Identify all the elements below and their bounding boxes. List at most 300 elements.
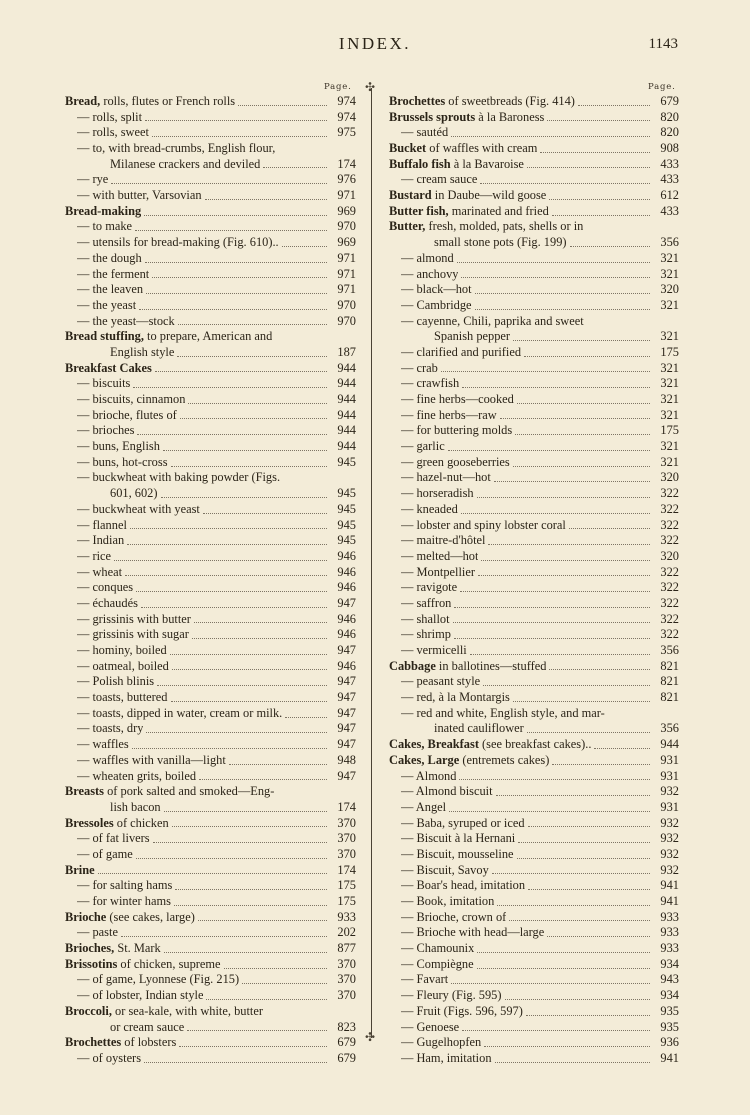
leader-dots xyxy=(136,857,327,859)
entry-description: — for salting hams xyxy=(77,878,173,893)
page-reference: 322 xyxy=(660,564,679,579)
entry-heading: Brissotins xyxy=(65,956,118,971)
leader-dots xyxy=(171,465,327,467)
index-entry xyxy=(65,361,356,377)
leader-dots xyxy=(203,512,327,514)
index-entry xyxy=(389,282,679,298)
leader-dots xyxy=(454,606,650,608)
page-reference: 947 xyxy=(337,643,356,658)
entry-description: — Favart xyxy=(401,972,449,987)
index-entry xyxy=(389,455,679,471)
entry-description: — the leaven xyxy=(77,282,144,297)
leader-dots xyxy=(475,308,650,310)
leader-dots xyxy=(224,967,327,969)
entry-text xyxy=(401,816,525,832)
page-reference: 934 xyxy=(660,956,679,971)
entry-text xyxy=(77,125,149,141)
index-entry xyxy=(389,957,679,973)
leader-dots xyxy=(141,606,327,608)
index-entry xyxy=(389,188,679,204)
entry-heading: Brussels sprouts xyxy=(389,109,476,124)
index-entry xyxy=(65,94,356,110)
entry-text xyxy=(389,204,549,220)
leader-dots xyxy=(172,668,327,670)
leader-dots xyxy=(111,182,327,184)
entry-text xyxy=(77,502,200,518)
leader-dots xyxy=(152,135,327,137)
entry-text xyxy=(77,753,226,769)
entry-description: — vermicelli xyxy=(401,643,467,658)
entry-text xyxy=(77,314,175,330)
leader-dots xyxy=(161,496,328,498)
page-reference: 971 xyxy=(337,266,356,281)
page-reference: 612 xyxy=(660,188,679,203)
entry-text xyxy=(77,392,185,408)
leader-dots xyxy=(242,982,327,984)
entry-description: — for winter hams xyxy=(77,894,171,909)
entry-text xyxy=(401,549,478,565)
entry-text xyxy=(434,329,510,345)
index-entry xyxy=(65,769,356,785)
index-entry xyxy=(65,235,356,251)
leader-dots xyxy=(164,810,327,812)
entry-description: — waffles xyxy=(77,737,129,752)
entry-description: — échaudés xyxy=(77,595,138,610)
page-reference: 975 xyxy=(337,125,356,140)
page-reference: 944 xyxy=(337,392,356,407)
entry-text xyxy=(77,1051,141,1067)
page-reference: 356 xyxy=(660,643,679,658)
entry-description: — red and white, English style, and mar- xyxy=(401,705,605,720)
page-reference: 679 xyxy=(660,93,679,108)
leader-dots xyxy=(145,119,327,121)
page-reference: 322 xyxy=(660,501,679,516)
entry-text xyxy=(401,502,458,518)
entry-text xyxy=(77,988,203,1004)
index-entry xyxy=(65,643,356,659)
entry-description: — hazel-nut—hot xyxy=(401,470,491,485)
entry-description: — peasant style xyxy=(401,674,481,689)
leader-dots xyxy=(578,104,650,106)
entry-description: — saffron xyxy=(401,595,452,610)
entry-description: — maitre-d'hôtel xyxy=(401,533,486,548)
leader-dots xyxy=(594,747,650,749)
entry-text xyxy=(401,957,474,973)
leader-dots xyxy=(552,214,650,216)
entry-description: — sautéd xyxy=(401,125,449,140)
entry-text xyxy=(401,565,475,581)
page-reference: 932 xyxy=(660,846,679,861)
entry-description: — Biscuit, mousseline xyxy=(401,846,514,861)
page-reference: 944 xyxy=(337,360,356,375)
leader-dots xyxy=(98,872,327,874)
index-entry xyxy=(389,565,679,581)
page-reference: 971 xyxy=(337,188,356,203)
leader-dots xyxy=(136,590,327,592)
page-reference: 946 xyxy=(337,548,356,563)
entry-text xyxy=(401,376,459,392)
entry-text xyxy=(401,784,493,800)
entry-description: of chicken xyxy=(113,815,169,830)
page-reference: 820 xyxy=(660,109,679,124)
index-entry xyxy=(65,753,356,769)
index-entry xyxy=(389,220,679,236)
entry-description: of waffles with cream xyxy=(426,141,538,156)
entry-description: Milanese crackers and deviled xyxy=(110,156,261,171)
index-entry xyxy=(65,627,356,643)
leader-dots xyxy=(547,935,650,937)
entry-text xyxy=(401,941,474,957)
leader-dots xyxy=(127,543,327,545)
index-entry xyxy=(65,314,356,330)
entry-text xyxy=(65,204,141,220)
entry-text xyxy=(401,423,512,439)
index-entry xyxy=(65,863,356,879)
leader-dots xyxy=(164,951,327,953)
entry-text xyxy=(77,549,111,565)
page-reference: 969 xyxy=(337,235,356,250)
page-reference: 947 xyxy=(337,737,356,752)
entry-text xyxy=(401,1035,481,1051)
page-reference: 321 xyxy=(660,329,679,344)
entry-description: — toasts, dry xyxy=(77,721,144,736)
entry-text xyxy=(77,769,196,785)
entry-text xyxy=(401,1051,492,1067)
page-reference: 946 xyxy=(337,658,356,673)
page-reference: 941 xyxy=(660,878,679,893)
leader-dots xyxy=(500,417,650,419)
entry-description: — horseradish xyxy=(401,486,474,501)
entry-text xyxy=(401,925,544,941)
entry-description: — utensils for bread-making (Fig. 610).. xyxy=(77,235,279,250)
entry-description: of chicken, supreme xyxy=(117,956,221,971)
leader-dots xyxy=(451,135,650,137)
index-entry xyxy=(389,1020,679,1036)
entry-text xyxy=(401,596,451,612)
entry-text xyxy=(389,157,524,173)
index-entry xyxy=(389,110,679,126)
entry-text xyxy=(401,172,477,188)
page-reference: 175 xyxy=(660,344,679,359)
page-reference: 322 xyxy=(660,580,679,595)
index-entry xyxy=(65,878,356,894)
entry-description: à la Baroness xyxy=(475,109,545,124)
page-reference: 322 xyxy=(660,486,679,501)
page-reference: 322 xyxy=(660,595,679,610)
page-reference: 931 xyxy=(660,752,679,767)
index-entry xyxy=(65,533,356,549)
index-entry xyxy=(389,753,679,769)
entry-text xyxy=(401,518,566,534)
index-entry xyxy=(389,345,679,361)
index-entry xyxy=(389,423,679,439)
entry-text xyxy=(77,141,275,157)
leader-dots xyxy=(132,747,327,749)
entry-text xyxy=(77,219,132,235)
index-entry xyxy=(65,345,356,361)
leader-dots xyxy=(114,559,327,561)
entry-description: — crawfish xyxy=(401,376,460,391)
leader-dots xyxy=(505,998,651,1000)
leader-dots xyxy=(453,621,650,623)
leader-dots xyxy=(524,355,650,357)
index-entry xyxy=(389,267,679,283)
leader-dots xyxy=(480,182,650,184)
leader-dots xyxy=(155,370,327,372)
page-reference: 174 xyxy=(337,799,356,814)
index-entry xyxy=(65,471,356,487)
entry-text xyxy=(77,110,142,126)
leader-dots xyxy=(462,1029,650,1031)
entry-description: — almond xyxy=(401,250,454,265)
entry-text xyxy=(389,659,546,675)
page-reference: 944 xyxy=(337,407,356,422)
index-entry xyxy=(389,659,679,675)
leader-dots xyxy=(477,496,650,498)
page-reference: 970 xyxy=(337,297,356,312)
page-reference: 321 xyxy=(660,407,679,422)
entry-description: marinated and fried xyxy=(448,203,549,218)
index-entry xyxy=(65,831,356,847)
leader-dots xyxy=(526,1014,650,1016)
index-entry xyxy=(65,423,356,439)
entry-description: of pork salted and smoked—Eng- xyxy=(104,784,275,799)
page-reference: 944 xyxy=(337,439,356,454)
index-entry xyxy=(65,847,356,863)
entry-heading: Bressoles xyxy=(65,815,114,830)
entry-description: — to make xyxy=(77,219,133,234)
left-index-column xyxy=(65,94,356,1067)
page-reference: 947 xyxy=(337,690,356,705)
index-entry xyxy=(389,737,679,753)
index-entry xyxy=(389,941,679,957)
index-entry xyxy=(389,235,679,251)
entry-text xyxy=(77,267,149,283)
entry-text xyxy=(77,565,122,581)
entry-description: — Polish blinis xyxy=(77,674,155,689)
index-entry xyxy=(389,831,679,847)
index-entry xyxy=(389,784,679,800)
page-reference: 322 xyxy=(660,611,679,626)
entry-text xyxy=(77,721,143,737)
entry-text xyxy=(401,392,514,408)
leader-dots xyxy=(144,214,327,216)
leader-dots xyxy=(517,402,650,404)
page-reference: 932 xyxy=(660,862,679,877)
entry-text xyxy=(389,141,537,157)
index-entry xyxy=(65,737,356,753)
page-reference: 821 xyxy=(660,658,679,673)
index-entry xyxy=(65,141,356,157)
page-reference: 433 xyxy=(660,156,679,171)
page-reference: 321 xyxy=(660,266,679,281)
index-entry xyxy=(389,910,679,926)
leader-dots xyxy=(513,339,650,341)
index-entry xyxy=(389,204,679,220)
leader-dots xyxy=(494,480,650,482)
page-reference: 322 xyxy=(660,517,679,532)
entry-heading: Brine xyxy=(65,862,95,877)
page-reference: 820 xyxy=(660,125,679,140)
entry-description: rolls, flutes or French rolls xyxy=(100,93,236,108)
entry-description: to prepare, American and xyxy=(143,329,273,344)
entry-text xyxy=(77,423,134,439)
leader-dots xyxy=(175,888,327,890)
leader-dots xyxy=(187,1029,327,1031)
leader-dots xyxy=(460,590,650,592)
entry-text xyxy=(401,282,472,298)
index-entry xyxy=(65,565,356,581)
entry-description: — to, with bread-crumbs, English flour, xyxy=(77,141,276,156)
page-reference: 932 xyxy=(660,831,679,846)
entry-description: fresh, molded, pats, shells or in xyxy=(425,219,584,234)
leader-dots xyxy=(192,637,327,639)
entry-text xyxy=(389,94,575,110)
page-reference: 320 xyxy=(660,470,679,485)
page-reference: 945 xyxy=(337,486,356,501)
entry-description: English style xyxy=(110,344,175,359)
entry-description: — Almond xyxy=(401,768,457,783)
entry-text xyxy=(77,847,133,863)
entry-text xyxy=(77,408,177,424)
leader-dots xyxy=(229,763,327,765)
index-entry xyxy=(65,549,356,565)
entry-text xyxy=(389,188,546,204)
entry-text xyxy=(401,863,489,879)
index-entry xyxy=(65,518,356,534)
entry-description: — fine herbs—raw xyxy=(401,407,497,422)
leader-dots xyxy=(528,825,650,827)
entry-text xyxy=(389,753,549,769)
index-entry xyxy=(65,188,356,204)
entry-description: — toasts, dipped in water, cream or milk. xyxy=(77,705,283,720)
index-entry xyxy=(65,486,356,502)
entry-description: — Fleury (Fig. 595) xyxy=(401,988,502,1003)
entry-description: — the yeast xyxy=(77,297,137,312)
entry-description: — Indian xyxy=(77,533,125,548)
entry-text xyxy=(77,878,172,894)
index-entry xyxy=(389,1035,679,1051)
entry-description: — Brioche with head—large xyxy=(401,925,545,940)
leader-dots xyxy=(206,998,327,1000)
page-reference: 947 xyxy=(337,674,356,689)
page-reference: 947 xyxy=(337,721,356,736)
entry-description: — of fat livers xyxy=(77,831,150,846)
index-entry xyxy=(389,329,679,345)
index-entry xyxy=(389,251,679,267)
entry-description: — Montpellier xyxy=(401,564,475,579)
entry-description: — the ferment xyxy=(77,266,150,281)
index-entry xyxy=(65,580,356,596)
leader-dots xyxy=(135,229,327,231)
leader-dots xyxy=(263,166,327,168)
leader-dots xyxy=(180,417,327,419)
index-entry xyxy=(389,973,679,989)
entry-text xyxy=(110,486,158,502)
index-entry xyxy=(65,157,356,173)
entry-description: — Fruit (Figs. 596, 597) xyxy=(401,1003,523,1018)
page-reference: 935 xyxy=(660,1019,679,1034)
leader-dots xyxy=(153,841,327,843)
entry-text xyxy=(77,518,127,534)
index-entry xyxy=(65,439,356,455)
entry-description: — of game, Lyonnese (Fig. 215) xyxy=(77,972,240,987)
entry-description: — Chamounix xyxy=(401,941,475,956)
entry-heading: Butter, xyxy=(389,219,426,234)
index-entry xyxy=(389,627,679,643)
page-reference: 321 xyxy=(660,454,679,469)
index-entry xyxy=(389,141,679,157)
page-reference: 187 xyxy=(337,344,356,359)
entry-text xyxy=(77,251,142,267)
entry-description: — Baba, syruped or iced xyxy=(401,815,525,830)
index-entry xyxy=(389,376,679,392)
index-entry xyxy=(65,800,356,816)
entry-heading: Brioches, xyxy=(65,941,115,956)
leader-dots xyxy=(170,653,327,655)
entry-heading: Cakes, Breakfast xyxy=(389,737,479,752)
entry-text xyxy=(401,345,521,361)
leader-dots xyxy=(509,919,650,921)
index-entry xyxy=(65,674,356,690)
entry-description: — wheaten grits, boiled xyxy=(77,768,197,783)
page-reference: 356 xyxy=(660,721,679,736)
page-reference: 679 xyxy=(337,1050,356,1065)
entry-text xyxy=(401,910,506,926)
entry-heading: Breasts xyxy=(65,784,105,799)
page-reference: 946 xyxy=(337,580,356,595)
page-reference: 935 xyxy=(660,1003,679,1018)
index-entry xyxy=(65,1020,356,1036)
entry-text xyxy=(434,721,524,737)
entry-description: à la Bavaroise xyxy=(450,156,524,171)
leader-dots xyxy=(527,166,650,168)
leader-dots xyxy=(139,308,327,310)
page-reference: 932 xyxy=(660,815,679,830)
entry-description: — of oysters xyxy=(77,1050,142,1065)
entry-description: (entremets cakes) xyxy=(459,752,550,767)
page-reference: 943 xyxy=(660,972,679,987)
page-reference: 321 xyxy=(660,297,679,312)
page-reference: 933 xyxy=(337,909,356,924)
entry-heading: Cakes, Large xyxy=(389,752,460,767)
index-entry xyxy=(389,408,679,424)
page-reference: 933 xyxy=(660,925,679,940)
page-reference: 370 xyxy=(337,846,356,861)
leader-dots xyxy=(152,276,327,278)
entry-text xyxy=(77,533,124,549)
entry-text xyxy=(77,674,154,690)
entry-heading: Bread, xyxy=(65,93,101,108)
leader-dots xyxy=(527,731,650,733)
page-reference: 370 xyxy=(337,815,356,830)
leader-dots xyxy=(497,904,650,906)
entry-description: — buns, English xyxy=(77,439,160,454)
index-entry xyxy=(389,580,679,596)
index-entry xyxy=(389,863,679,879)
entry-text xyxy=(401,894,494,910)
entry-description: — Cambridge xyxy=(401,297,472,312)
index-entry xyxy=(65,125,356,141)
page-reference: 931 xyxy=(660,768,679,783)
index-entry xyxy=(389,800,679,816)
index-entry xyxy=(65,502,356,518)
page-reference: 931 xyxy=(660,799,679,814)
entry-text xyxy=(77,737,129,753)
index-entry xyxy=(389,502,679,518)
index-entry xyxy=(65,1051,356,1067)
index-entry xyxy=(389,1004,679,1020)
